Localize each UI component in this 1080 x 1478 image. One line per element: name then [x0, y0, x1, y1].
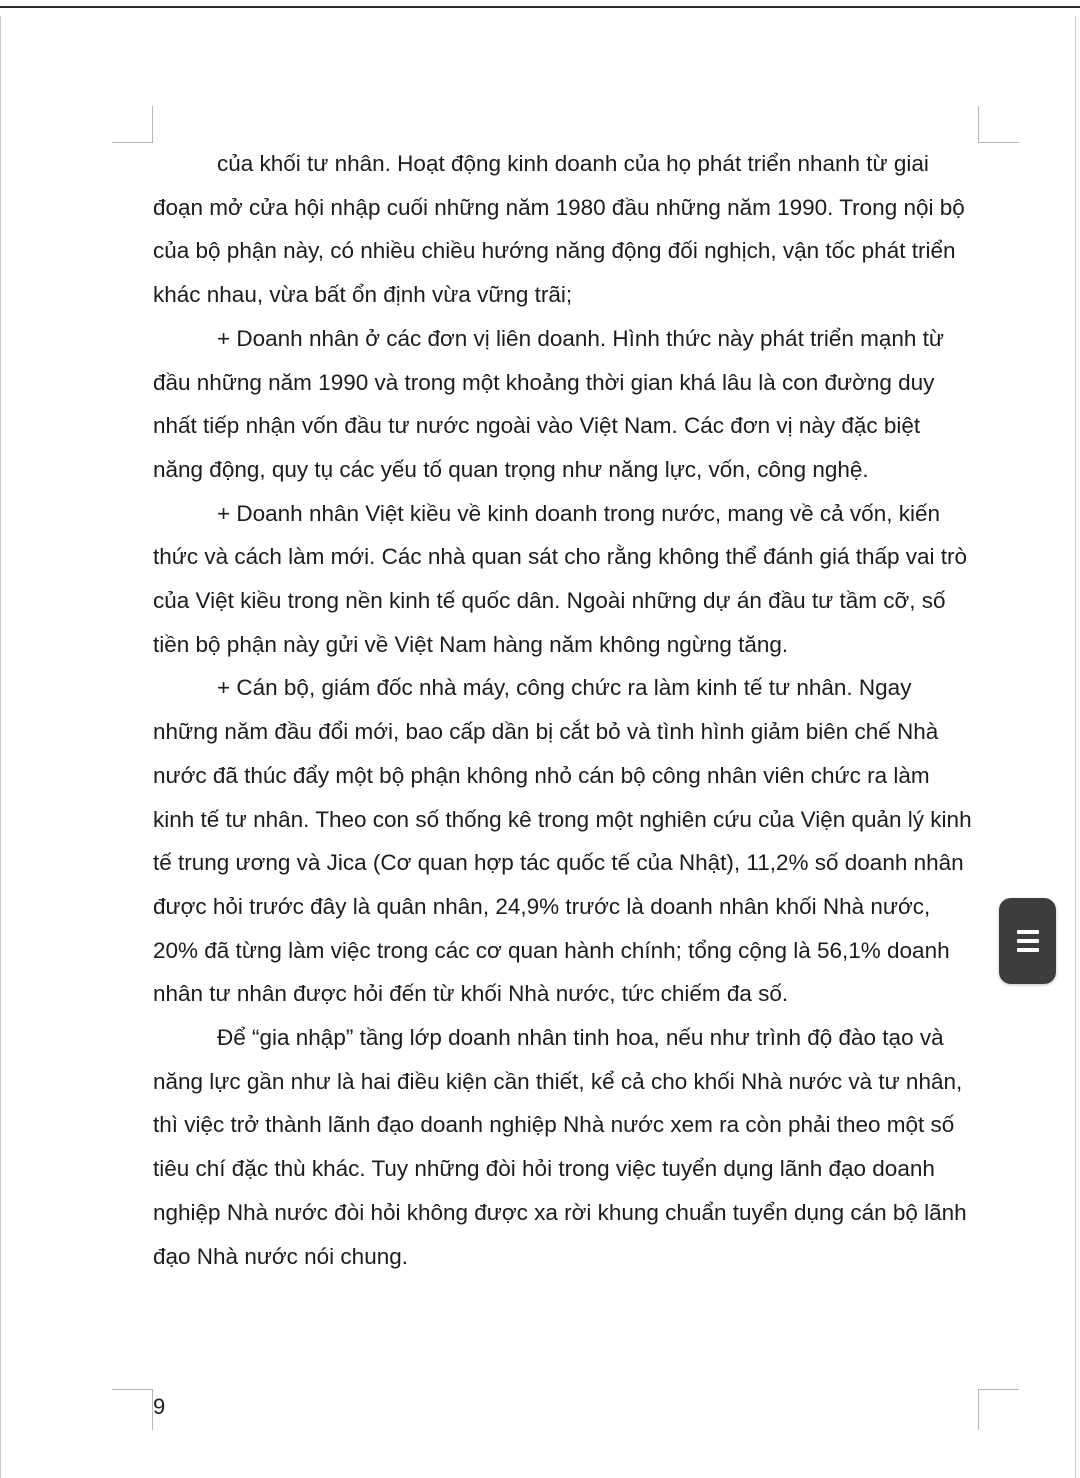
- paragraph: + Doanh nhân Việt kiều về kinh doanh trong nước, mang về cả vốn, kiến thức và cách làm mới. Các nhà quan sát cho rằng không thể đánh giá thấp vai trò của Việt kiều trong nền kinh tế quốc dân. Ngoài những dự án đầu tư tầm cỡ, số tiền bộ phận này gửi về Việt Nam hàng năm không ngừng tăng.: [153, 500, 968, 657]
- paragraph: của khối tư nhân. Hoạt động kinh doanh của họ phát triển nhanh từ giai đoạn mở cửa hội nhập cuối những năm 1980 đầu những năm 1990. Trong nội bộ của bộ phận này, có nhiều chiều hướng năng động đối nghịch, vận tốc phát triển khác nhau, vừa bất ổn định vừa vững trãi;: [153, 151, 965, 308]
- top-divider: [0, 6, 1080, 8]
- menu-icon: [1017, 930, 1039, 952]
- crop-mark-top-right: [978, 106, 1019, 143]
- crop-mark-bottom-right: [978, 1389, 1019, 1430]
- crop-mark-top-left: [112, 106, 153, 143]
- floating-menu-button[interactable]: [999, 898, 1056, 984]
- paragraph: + Doanh nhân ở các đơn vị liên doanh. Hình thức này phát triển mạnh từ đầu những năm 1990 và trong một khoảng thời gian khá lâu là con đường duy nhất tiếp nhận vốn đầu tư nước ngoài vào Việt Nam. Các đơn vị này đặc biệt năng động, quy tụ các yếu tố quan trọng như năng lực, vốn, công nghệ.: [153, 325, 944, 482]
- document-body: [153, 142, 975, 1278]
- paragraph: Để “gia nhập” tầng lớp doanh nhân tinh hoa, nếu như trình độ đào tạo và năng lực gần như là hai điều kiện cần thiết, kể cả cho khối Nhà nước và tư nhân, thì việc trở thành lãnh đạo doanh nghiệp Nhà nước xem ra còn phải theo một số tiêu chí đặc thù khác. Tuy những đòi hỏi trong việc tuyển dụng lãnh đạo doanh nghiệp Nhà nước đòi hỏi không được xa rời khung chuẩn tuyển dụng cán bộ lãnh đạo Nhà nước nói chung.: [153, 1025, 967, 1269]
- crop-mark-bottom-left: [112, 1389, 153, 1430]
- paragraph: + Cán bộ, giám đốc nhà máy, công chức ra làm kinh tế tư nhân. Ngay những năm đầu đổi mới, bao cấp dần bị cắt bỏ và tình hình giảm biên chế Nhà nước đã thúc đẩy một bộ phận không nhỏ cán bộ công nhân viên chức ra làm kinh tế tư nhân. Theo con số thống kê trong một nghiên cứu của Viện quản lý kinh tế trung ương và Jica (Cơ quan hợp tác quốc tế của Nhật), 11,2% số doanh nhân được hỏi trước đây là quân nhân, 24,9% trước là doanh nhân khối Nhà nước, 20% đã từng làm việc trong các cơ quan hành chính; tổng cộng là 56,1% doanh nhân tư nhân được hỏi đến từ khối Nhà nước, tức chiếm đa số.: [153, 675, 972, 1007]
- page-number: 9: [153, 1394, 166, 1419]
